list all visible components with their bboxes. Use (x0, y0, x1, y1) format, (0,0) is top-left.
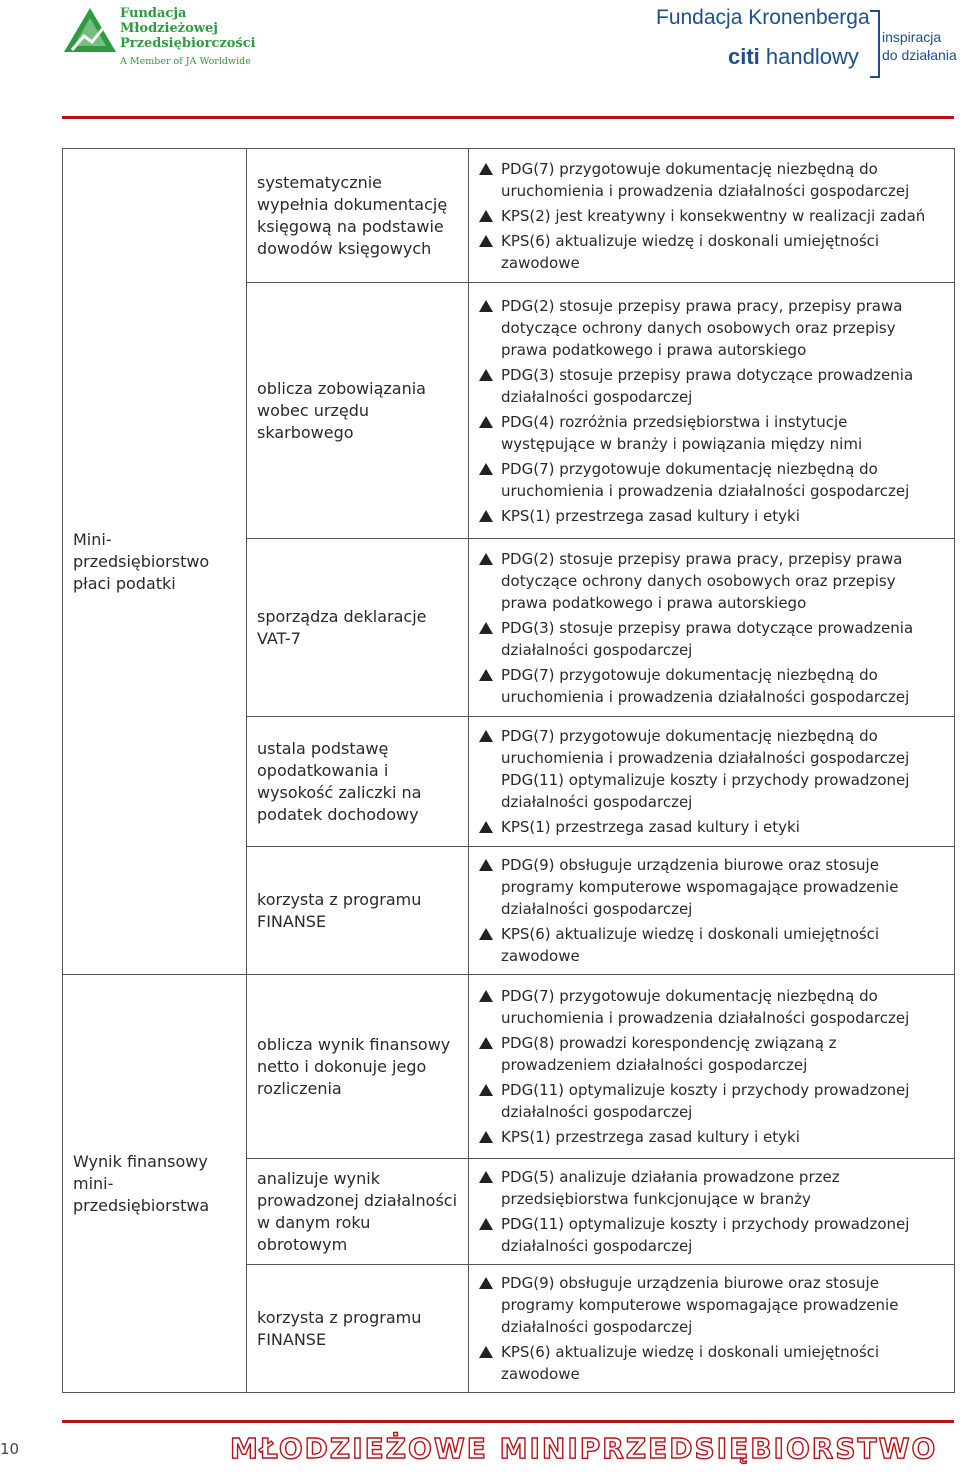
competency-text: PDG(8) prowadzi korespondencję związaną z prowadzeniem działalności gospodarczej (501, 1034, 837, 1074)
group-cell (63, 975, 247, 1393)
competency-item (479, 1213, 946, 1257)
fmp-name (120, 6, 256, 51)
triangle-bullet-icon (479, 235, 493, 247)
triangle-bullet-icon (479, 1084, 493, 1096)
competency-item (479, 548, 946, 614)
triangle-bullet-icon (479, 463, 493, 475)
competency-cell (469, 717, 955, 847)
citi-handlowy-logo (728, 44, 859, 70)
triangle-bullet-icon (479, 369, 493, 381)
group-title: Mini-przedsiębiorstwo płaci podatki (73, 529, 210, 593)
task-cell (247, 283, 469, 539)
task-text: ustala podstawę opodatkowania i wysokość zaliczki na podatek dochodowy (257, 738, 422, 824)
triangle-bullet-icon (479, 1037, 493, 1049)
task-text: korzysta z programu FINANSE (257, 1307, 422, 1349)
competency-text: PDG(7) przygotowuje dokumentację niezbędną do uruchomienia i prowadzenia działalności gospodarczej (501, 987, 910, 1027)
triangle-bullet-icon (479, 859, 493, 871)
competency-text: PDG(3) stosuje przepisy prawa dotyczące prowadzenia działalności gospodarczej (501, 365, 914, 406)
triangle-bullet-icon (479, 730, 493, 742)
triangle-bullet-icon (479, 622, 493, 634)
competency-text: PDG(5) analizuje działania prowadzone przez przedsiębiorstwa funkcjonujące w branży (501, 1168, 840, 1208)
competency-item (479, 458, 946, 502)
triangle-bullet-icon (479, 416, 493, 428)
competency-cell (469, 1159, 955, 1265)
competency-item (479, 1272, 946, 1338)
competency-item (479, 158, 946, 202)
triangle-bullet-icon (479, 300, 493, 312)
competency-item (479, 505, 946, 527)
kronenberg-logo (656, 6, 957, 72)
triangle-bullet-icon (479, 1277, 493, 1289)
competency-text: KPS(1) przestrzega zasad kultury i etyki (501, 506, 800, 525)
competency-item (479, 1032, 946, 1076)
competency-text: KPS(2) jest kreatywny i konsekwentny w realizacji zadań (501, 206, 926, 225)
citi-prefix: citi (728, 44, 760, 69)
task-cell (247, 717, 469, 847)
competency-text: KPS(1) przestrzega zasad kultury i etyki (501, 1128, 800, 1146)
competency-item (479, 1341, 946, 1385)
task-cell (247, 1159, 469, 1265)
competency-item (479, 854, 946, 920)
inspiracja-tagline (882, 28, 957, 64)
task-text: sporządza deklaracje VAT-7 (257, 606, 427, 648)
competency-item (479, 617, 946, 661)
table-row (63, 149, 955, 283)
task-text: oblicza zobowiązania wobec urzędu skarbowego (257, 378, 426, 442)
task-cell (247, 975, 469, 1159)
bottom-divider (62, 1420, 954, 1423)
competency-text: KPS(6) aktualizuje wiedzę i doskonali umiejętności zawodowe (501, 231, 880, 272)
footer-title: MŁODZIEŻOWE MINIPRZEDSIĘBIORSTWO (230, 1432, 938, 1465)
triangle-bullet-icon (479, 553, 493, 565)
competency-cell (469, 283, 955, 539)
competency-item (479, 230, 946, 274)
top-divider (62, 116, 954, 119)
triangle-bullet-icon (479, 1131, 493, 1143)
fmp-line-2: Młodzieżowej (120, 21, 218, 36)
task-cell (247, 847, 469, 975)
competency-item (479, 411, 946, 455)
fmp-logo (62, 4, 256, 70)
competency-text: PDG(9) obsługuje urządzenia biurowe oraz stosuje programy komputerowe wspomagające prowadzenie działalności gospodarczej (501, 856, 899, 918)
triangle-bullet-icon (479, 210, 493, 222)
competency-text: KPS(1) przestrzega zasad kultury i etyki (501, 818, 800, 836)
fmp-line-3: Przedsiębiorczości (120, 36, 256, 51)
fmp-tree-icon (62, 6, 118, 56)
competency-text: PDG(7) przygotowuje dokumentację niezbędną do uruchomienia i prowadzenia działalności gospodarczej (501, 459, 910, 500)
competency-text: PDG(2) stosuje przepisy prawa pracy, przepisy prawa dotyczące ochrony danych osobowych oraz przepisy prawa podatkowego i prawa autorskiego (501, 296, 903, 359)
triangle-bullet-icon (479, 928, 493, 940)
competency-item (479, 725, 946, 813)
competency-text: KPS(6) aktualizuje wiedzę i doskonali umiejętności zawodowe (501, 1343, 880, 1383)
group-cell (63, 149, 247, 975)
task-text: korzysta z programu FINANSE (257, 889, 422, 931)
task-cell (247, 539, 469, 717)
competency-item (479, 1079, 946, 1123)
table-row (63, 975, 955, 1159)
competency-text: PDG(9) obsługuje urządzenia biurowe oraz stosuje programy komputerowe wspomagające prowadzenie działalności gospodarczej (501, 1274, 899, 1336)
competency-cell (469, 847, 955, 975)
kronenberg-title: Fundacja Kronenberga (656, 6, 870, 29)
triangle-bullet-icon (479, 1218, 493, 1230)
competency-item (479, 295, 946, 361)
competency-cell (469, 1265, 955, 1393)
triangle-bullet-icon (479, 669, 493, 681)
competency-item (479, 816, 946, 838)
competency-text: PDG(7) przygotowuje dokumentację niezbędną do uruchomienia i prowadzenia działalności gospodarczej (501, 159, 910, 200)
bracket-divider (870, 10, 880, 78)
competency-text: KPS(6) aktualizuje wiedzę i doskonali umiejętności zawodowe (501, 925, 880, 965)
competency-text: PDG(7) przygotowuje dokumentację niezbędną do uruchomienia i prowadzenia działalności gospodarczej (501, 665, 910, 706)
triangle-bullet-icon (479, 1171, 493, 1183)
page-number: 10 (0, 1440, 20, 1458)
competency-text: PDG(3) stosuje przepisy prawa dotyczące prowadzenia działalności gospodarczej (501, 618, 914, 659)
triangle-bullet-icon (479, 990, 493, 1002)
task-text: analizuje wynik prowadzonej działalności w danym roku obrotowym (257, 1168, 458, 1254)
competency-text: PDG(11) optymalizuje koszty i przychody prowadzonej działalności gospodarczej (501, 1215, 910, 1255)
competency-text: PDG(2) stosuje przepisy prawa pracy, przepisy prawa dotyczące ochrony danych osobowych oraz przepisy prawa podatkowego i prawa autorskiego (501, 549, 903, 612)
task-cell (247, 1265, 469, 1393)
competency-cell (469, 149, 955, 283)
citi-suffix: handlowy (765, 44, 859, 69)
competency-text: PDG(4) rozróżnia przedsiębiorstwa i instytucje występujące w branży i powiązania między nimi (501, 412, 863, 453)
competency-item (479, 364, 946, 408)
competency-item (479, 664, 946, 708)
fmp-line-1: Fundacja (120, 6, 187, 21)
competency-text: PDG(7) przygotowuje dokumentację niezbędną do uruchomienia i prowadzenia działalności gospodarczej PDG(11) optymalizuje koszty i przychody prowadzonej działalności gospodarczej (501, 727, 910, 811)
tagline-line-2: do działania (882, 47, 957, 63)
task-text: systematycznie wypełnia dokumentację księgową na podstawie dowodów księgowych (257, 172, 448, 258)
triangle-bullet-icon (479, 1346, 493, 1358)
competency-item (479, 1166, 946, 1210)
competency-item (479, 923, 946, 967)
competency-cell (469, 975, 955, 1159)
competency-item (479, 205, 946, 227)
triangle-bullet-icon (479, 821, 493, 833)
triangle-bullet-icon (479, 163, 493, 175)
tagline-line-1: inspiracja (882, 29, 942, 45)
fmp-member-text: A Member of JA Worldwide (120, 56, 251, 67)
competency-text: PDG(11) optymalizuje koszty i przychody prowadzonej działalności gospodarczej (501, 1081, 910, 1121)
triangle-bullet-icon (479, 510, 493, 522)
competency-item (479, 1126, 946, 1148)
competency-cell (469, 539, 955, 717)
task-cell (247, 149, 469, 283)
group-title: Wynik finansowy mini-przedsiębiorstwa (73, 1151, 210, 1215)
competency-table (62, 148, 955, 1393)
competency-item (479, 985, 946, 1029)
task-text: oblicza wynik finansowy netto i dokonuje jego rozliczenia (257, 1034, 451, 1098)
